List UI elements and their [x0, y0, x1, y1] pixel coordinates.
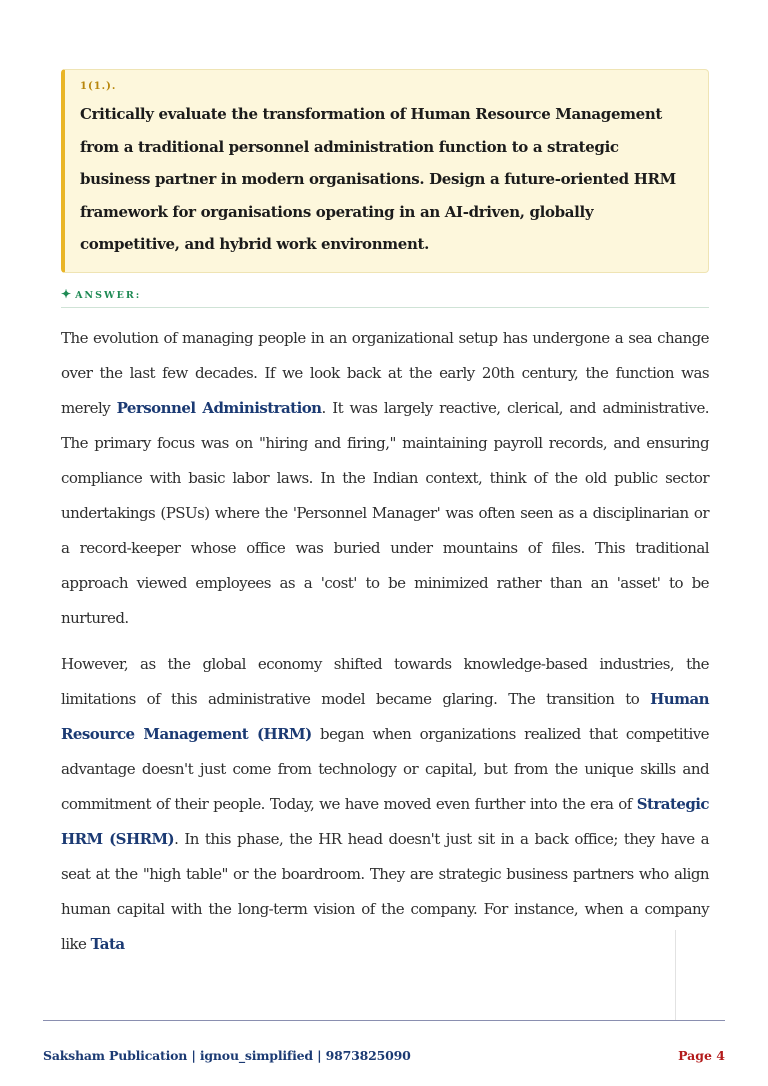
- question-text: Critically evaluate the transformation of Human Resource Management from a traditional personnel administration function to a strategic business partner in modern organisations. Design a future-oriented HRM framework for organisations operating in an AI-driven, globally competitive, and hybrid work environment.: [80, 105, 676, 253]
- footer-publisher: Saksham Publication | ignou_simplified | 9873825090: [43, 1048, 411, 1063]
- answer-body: [61, 321, 709, 973]
- paragraph-text: . It was largely reactive, clerical, and administrative. The primary focus was on "hiring and firing," maintaining payroll records, and ensuring compliance with basic labor laws. In the Indian context, think of the old public sector undertakings (PSUs) where the 'Personnel Manager' was often seen as a disciplinarian or a record-keeper whose office was buried under mountains of files. This traditional approach viewed employees as a 'cost' to be minimized rather than an 'asset' to be nurtured.: [61, 399, 709, 627]
- question-box: [61, 69, 709, 273]
- sparkle-icon: ✦: [61, 287, 72, 301]
- answer-heading: [61, 287, 141, 303]
- page-number: Page 4: [678, 1048, 725, 1063]
- answer-label-text: ANSWER:: [75, 290, 142, 301]
- margin-line: [675, 930, 676, 1020]
- paragraph-2: [61, 647, 709, 962]
- paragraph-text: However, as the global economy shifted towards knowledge-based industries, the limitations of this administrative model became glaring. The transition to: [61, 655, 709, 708]
- paragraph-1: [61, 321, 709, 636]
- paragraph-text: . In this phase, the HR head doesn't just sit in a back office; they have a seat at the "high table" or the boardroom. They are strategic business partners who align human capital with the long-term vision of the company. For instance, when a company like: [61, 830, 710, 953]
- highlight-term: Tata: [90, 935, 125, 953]
- highlight-term: Human Resource Management (HRM): [61, 690, 709, 743]
- highlight-term: Strategic HRM (SHRM): [61, 795, 709, 848]
- footer-divider: [43, 1020, 725, 1021]
- highlight-term: Personnel Administration: [116, 399, 322, 417]
- paragraph-text: The evolution of managing people in an organizational setup has undergone a sea change over the last few decades. If we look back at the early 20th century, the function was merely: [61, 329, 709, 417]
- paragraph-text: began when organizations realized that competitive advantage doesn't just come from technology or capital, but from the unique skills and commitment of their people. Today, we have moved even further into the era of: [61, 725, 709, 813]
- answer-divider: [61, 307, 709, 308]
- question-number: 1(1.).: [80, 81, 117, 92]
